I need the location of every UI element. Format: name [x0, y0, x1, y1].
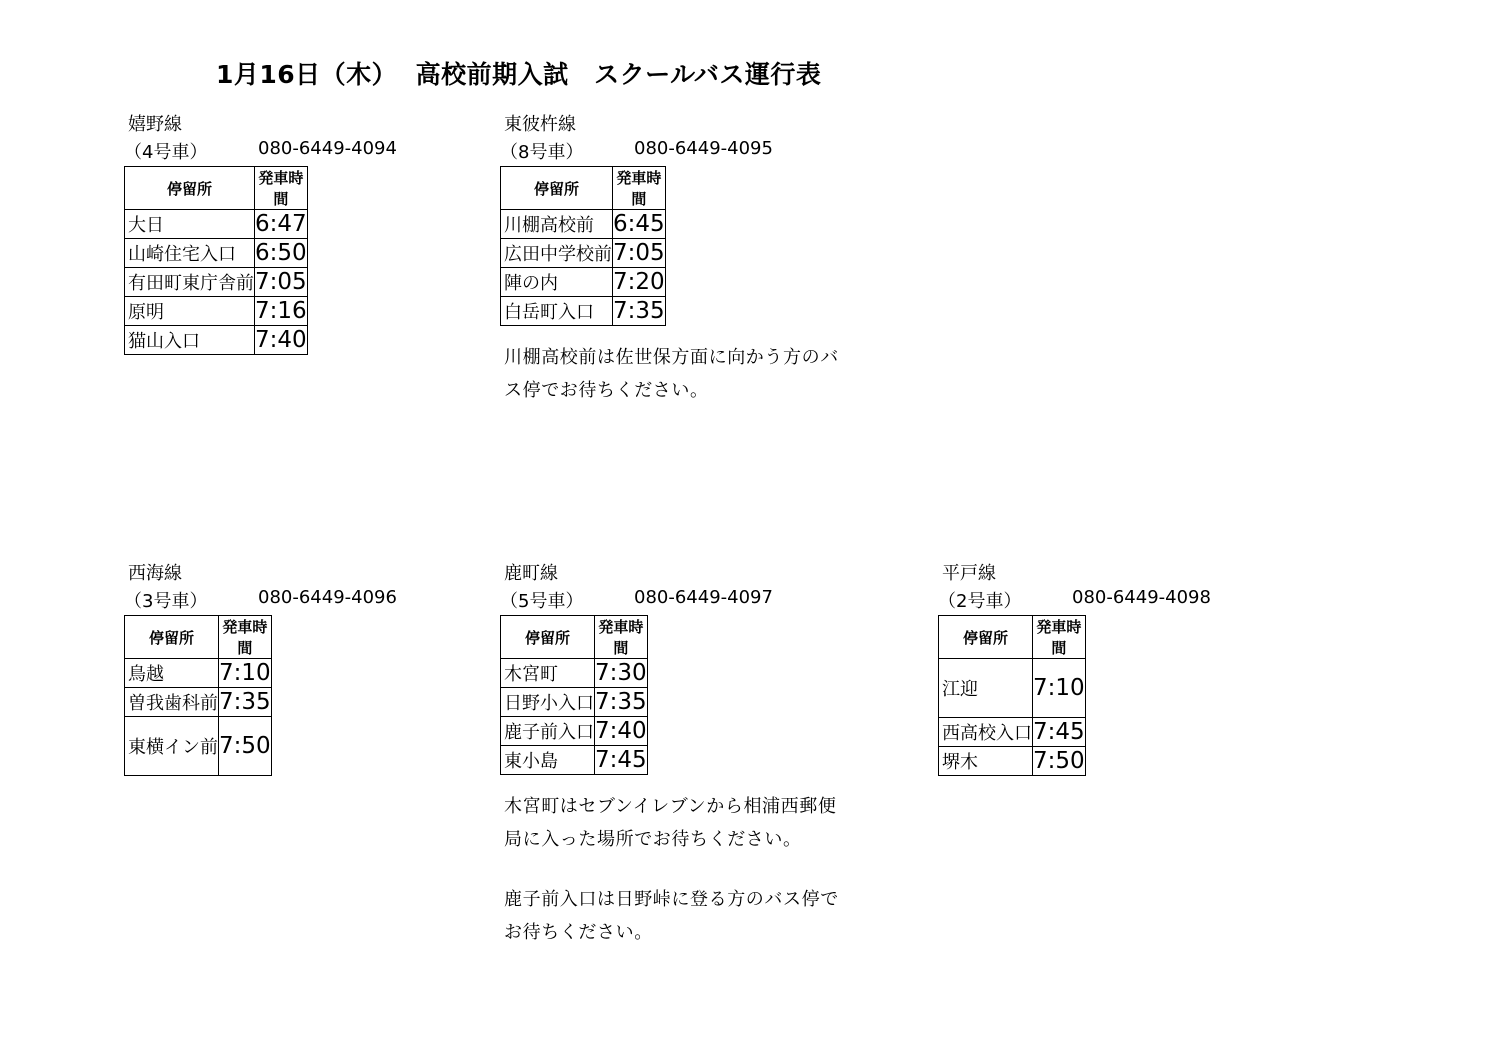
- stop-name: 東小島: [501, 746, 595, 775]
- table-row: [939, 659, 1086, 718]
- table-row: [501, 659, 648, 688]
- route-name: 平戸線: [942, 563, 996, 584]
- stop-name: 西高校入口: [939, 718, 1033, 747]
- route-phone: 080-6449-4094: [258, 138, 397, 159]
- header-stop: 停留所: [125, 616, 219, 659]
- table-row: [125, 326, 308, 355]
- stop-name: 大日: [125, 210, 255, 239]
- table-row: [501, 717, 648, 746]
- route-note: 鹿子前入口は日野峠に登る方のバス停でお待ちください。: [504, 889, 839, 943]
- header-stop: 停留所: [939, 616, 1033, 659]
- route-name: 鹿町線: [504, 563, 558, 584]
- stop-name: 曽我歯科前: [125, 688, 219, 717]
- route-name: 東彼杵線: [504, 114, 576, 135]
- header-stop: 停留所: [501, 167, 613, 210]
- departure-time: 6:45: [613, 211, 665, 237]
- table-row: [125, 268, 308, 297]
- stop-name: 堺木: [939, 747, 1033, 776]
- stop-name: 鳥越: [125, 659, 219, 688]
- table-row: [501, 239, 666, 268]
- stop-name: 広田中学校前: [501, 239, 613, 268]
- table-row: [939, 747, 1086, 776]
- header-time: 発車時間: [613, 167, 666, 210]
- timetable: [938, 615, 1086, 776]
- departure-time: 7:10: [219, 660, 271, 686]
- route-car-number: （2号車）: [938, 591, 1022, 612]
- table-row: [125, 659, 272, 688]
- route-note: 川棚高校前は佐世保方面に向かう方のバス停でお待ちください。: [504, 347, 839, 401]
- header-stop: 停留所: [501, 616, 595, 659]
- departure-time: 7:05: [255, 269, 307, 295]
- departure-time: 7:20: [613, 269, 665, 295]
- departure-time: 7:50: [219, 717, 272, 776]
- stop-name: 原明: [125, 297, 255, 326]
- departure-time: 7:10: [1033, 659, 1086, 718]
- stop-name: 鹿子前入口: [501, 717, 595, 746]
- stop-name: 山崎住宅入口: [125, 239, 255, 268]
- header-time: 発車時間: [255, 167, 308, 210]
- departure-time: 7:35: [595, 689, 647, 715]
- departure-time: 7:35: [219, 689, 271, 715]
- stop-name: 陣の内: [501, 268, 613, 297]
- stop-name: 白岳町入口: [501, 297, 613, 326]
- table-row: [125, 717, 272, 776]
- stop-name: 東横イン前: [125, 717, 219, 776]
- route-note: 木宮町はセブンイレブンから相浦西郵便局に入った場所でお待ちください。: [504, 796, 837, 850]
- departure-time: 7:35: [613, 298, 665, 324]
- stop-name: 木宮町: [501, 659, 595, 688]
- table-row: [501, 210, 666, 239]
- timetable: [500, 615, 648, 775]
- route-name: 西海線: [128, 563, 182, 584]
- table-row: [501, 297, 666, 326]
- departure-time: 7:45: [595, 747, 647, 773]
- departure-time: 7:40: [255, 327, 307, 353]
- departure-time: 6:50: [255, 240, 307, 266]
- route-phone: 080-6449-4095: [634, 138, 773, 159]
- header-time: 発車時間: [595, 616, 648, 659]
- table-row: [125, 210, 308, 239]
- route-name: 嬉野線: [128, 114, 182, 135]
- departure-time: 6:47: [255, 211, 307, 237]
- timetable: [124, 166, 308, 355]
- route-phone: 080-6449-4096: [258, 587, 397, 608]
- route-car-number: （3号車）: [124, 591, 208, 612]
- route-car-number: （5号車）: [500, 591, 584, 612]
- departure-time: 7:30: [595, 660, 647, 686]
- table-row: [501, 688, 648, 717]
- timetable: [500, 166, 666, 326]
- timetable: [124, 615, 272, 776]
- stop-name: 有田町東庁舎前: [125, 268, 255, 297]
- table-row: [125, 239, 308, 268]
- table-row: [501, 268, 666, 297]
- departure-time: 7:50: [1033, 748, 1085, 774]
- stop-name: 川棚高校前: [501, 210, 613, 239]
- table-row: [939, 718, 1086, 747]
- table-row: [125, 688, 272, 717]
- departure-time: 7:40: [595, 718, 647, 744]
- route-phone: 080-6449-4098: [1072, 587, 1211, 608]
- departure-time: 7:45: [1033, 719, 1085, 745]
- table-row: [125, 297, 308, 326]
- header-stop: 停留所: [125, 167, 255, 210]
- route-phone: 080-6449-4097: [634, 587, 773, 608]
- header-time: 発車時間: [1033, 616, 1086, 659]
- header-time: 発車時間: [219, 616, 272, 659]
- stop-name: 日野小入口: [501, 688, 595, 717]
- departure-time: 7:05: [613, 240, 665, 266]
- route-car-number: （4号車）: [124, 142, 208, 163]
- departure-time: 7:16: [255, 298, 307, 324]
- page-title: 1月16日（木） 高校前期入試 スクールバス運行表: [216, 60, 822, 89]
- stop-name: 江迎: [939, 659, 1033, 718]
- route-car-number: （8号車）: [500, 142, 584, 163]
- table-row: [501, 746, 648, 775]
- stop-name: 猫山入口: [125, 326, 255, 355]
